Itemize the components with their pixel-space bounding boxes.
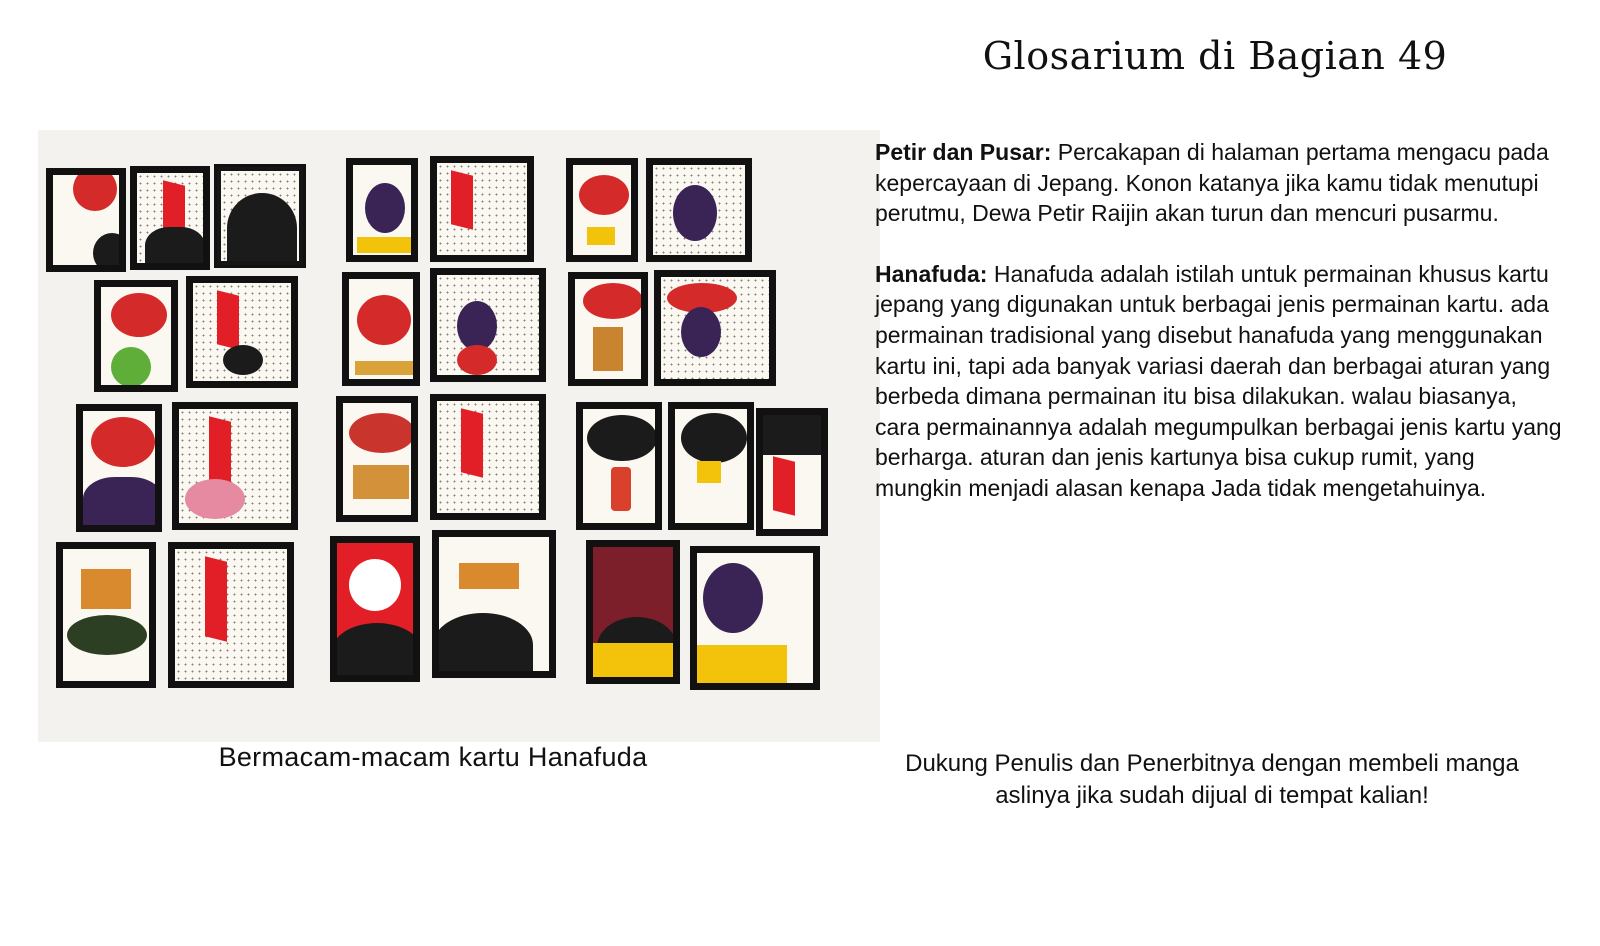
cherry-ribbon-card <box>172 402 298 530</box>
iris-ribbon-card <box>430 156 534 262</box>
ribbon-card <box>130 166 210 270</box>
plum-ribbon-card <box>186 276 298 388</box>
cuckoo-card <box>56 542 156 688</box>
geese-card <box>432 530 556 678</box>
glossary-term: Hanafuda: <box>875 260 988 287</box>
rain-man-card <box>576 402 662 530</box>
full-moon-card <box>330 536 420 682</box>
maple-ribbon-card <box>646 158 752 262</box>
glossary-term: Petir dan Pusar: <box>875 139 1052 165</box>
glossary-definition: Hanafuda adalah istilah untuk permainan khusus kartu jepang yang digunakan untuk berbagai jenis permainan kartu. ada permainan tradisional yang disebut hanafuda yang menggunakan kartu ini, tapi ada banyak variasi daerah dan berbagai aturan yang berbeda dimana permainan itu bisa dilakukan. walau biasanya, cara permainannya adalah megumpulkan berbagai jenis kartu yang berharga. aturan dan jenis kartunya bisa cukup rumit, yang mungkin menjadi alasan kenapa Jada tidak mengetahuinya. <box>875 260 1562 501</box>
boar-card <box>336 396 418 522</box>
glossary-entry <box>875 137 1565 229</box>
maple-blue-ribbon-card <box>654 270 776 386</box>
photo-caption: Bermacam-macam kartu Hanafuda <box>218 742 648 772</box>
glossary <box>875 137 1565 534</box>
swallow-card <box>668 402 754 530</box>
page-title: Glosarium di Bagian 49 <box>982 34 1448 78</box>
crane-card <box>46 168 126 272</box>
maple-deer-card <box>566 158 638 262</box>
phoenix-card <box>586 540 680 684</box>
paulownia-card <box>690 546 820 690</box>
hanafuda-photo <box>38 130 880 742</box>
iris-bridge-card <box>346 158 418 262</box>
peony-ribbon-card <box>430 268 546 382</box>
peony-butterfly-card <box>342 272 420 386</box>
clover-ribbon-card <box>430 394 546 520</box>
pine-card <box>214 164 306 268</box>
willow-ribbon-card <box>756 408 828 536</box>
deer-card <box>568 272 648 386</box>
wisteria-ribbon-card <box>168 542 294 688</box>
plum-bird-card <box>94 280 178 392</box>
support-note: Dukung Penulis dan Penerbitnya dengan membeli manga aslinya jika sudah dijual di tempat kalian! <box>905 750 1519 809</box>
cherry-curtain-card <box>76 404 162 532</box>
glossary-definition: Percakapan di halaman pertama mengacu pada kepercayaan di Jepang. Konon katanya jika kamu tidak menutupi perutmu, Dewa Petir Raijin akan turun dan mencuri pusarmu. <box>875 139 1549 227</box>
glossary-entry <box>875 259 1565 504</box>
